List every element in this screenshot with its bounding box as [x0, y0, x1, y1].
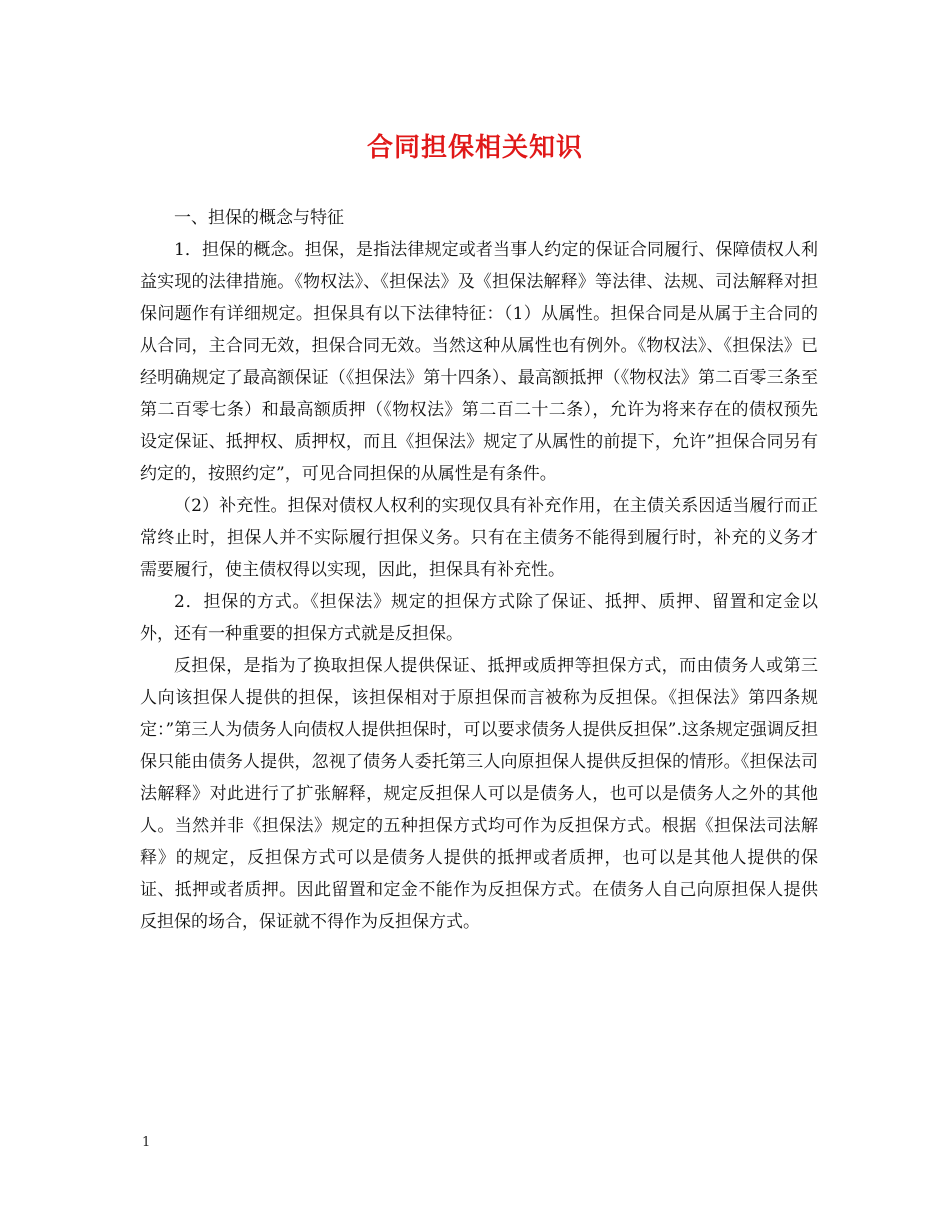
page-number: 1: [142, 1135, 151, 1150]
section-heading: 一、担保的概念与特征: [174, 208, 344, 228]
paragraph-methods: 2．担保的方式。《担保法》规定的担保方式除了保证、抵押、质押、留置和定金以外，还有一种重要的担保方式就是反担保。: [140, 592, 818, 644]
document-title: 合同担保相关知识: [366, 133, 583, 163]
paragraph-counter-guarantee: 反担保，是指为了换取担保人提供保证、抵押或质押等担保方式，而由债务人或第三人向该担保人提供的担保，该担保相对于原担保而言被称为反担保。《担保法》第四条规定：”第三人为债务人向债权人提供担保时，可以要求债务人提供反担保”.这条规定强调反担保只能由债务人提供，忽视了债务人委托第三人向原担保人提供反担保的情形。《担保法司法解释》对此进行了扩张解释，规定反担保人可以是债务人，也可以是债务人之外的其他人。当然并非《担保法》规定的五种担保方式均可作为反担保方式。根据《担保法司法解释》的规定，反担保方式可以是债务人提供的抵押或者质押，也可以是其他人提供的保证、抵押或者质押。因此留置和定金不能作为反担保方式。在债务人自己向原担保人提供反担保的场合，保证就不得作为反担保方式。: [140, 656, 818, 932]
paragraph-concept: 1．担保的概念。担保，是指法律规定或者当事人约定的保证合同履行、保障债权人利益实现的法律措施。《物权法》、《担保法》及《担保法解释》等法律、法规、司法解释对担保问题作有详细规定。担保具有以下法律特征：（1）从属性。担保合同是从属于主合同的从合同，主合同无效，担保合同无效。当然这种从属性也有例外。《物权法》、《担保法》已经明确规定了最高额保证（《担保法》第十四条）、最高额抵押（《物权法》第二百零三条至第二百零七条）和最高额质押（《物权法》第二百二十二条），允许为将来存在的债权预先设定保证、抵押权、质押权，而且《担保法》规定了从属性的前提下，允许”担保合同另有约定的，按照约定”，可见合同担保的从属性是有条件。: [140, 240, 818, 484]
document-body: [140, 202, 818, 938]
paragraph-supplementary: （2）补充性。担保对债权人权利的实现仅具有补充作用，在主债关系因适当履行而正常终止时，担保人并不实际履行担保义务。只有在主债务不能得到履行时，补充的义务才需要履行，使主债权得以实现，因此，担保具有补充性。: [140, 496, 818, 580]
